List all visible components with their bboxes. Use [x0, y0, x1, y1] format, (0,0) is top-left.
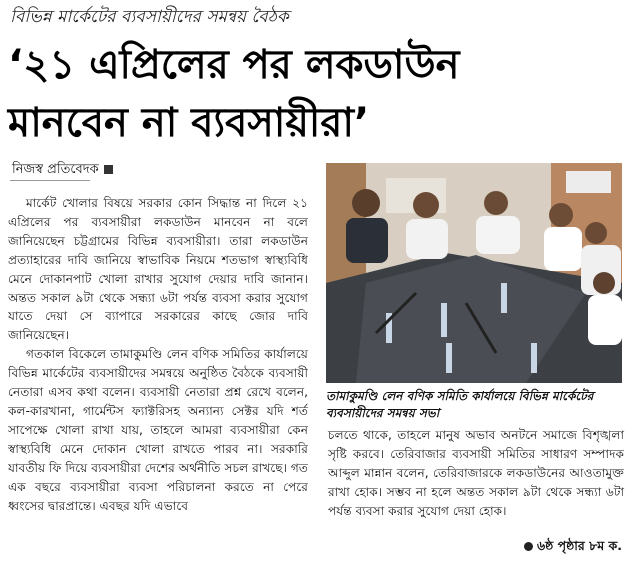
- kicker: বিভিন্ন মার্কেটের ব্যবসায়ীদের সমন্বয় বৈঠক: [10, 7, 289, 27]
- headline-line-1: ‘২১ এপ্রিলের পর লকডাউন: [8, 42, 460, 88]
- body-column-left: [8, 194, 308, 570]
- meeting-photo: [326, 163, 622, 383]
- byline-text: নিজস্ব প্রতিবেদক: [12, 162, 99, 177]
- bullet-icon: [524, 542, 533, 551]
- body-column-right: [328, 426, 624, 521]
- continuation-text: ৬ষ্ঠ পৃষ্ঠার ৮ম ক.: [536, 538, 622, 553]
- continuation-note: [524, 538, 622, 558]
- meeting-photo-illustration: [326, 163, 622, 383]
- body-paragraph-1: মার্কেট খোলার বিষয়ে সরকার কোন সিদ্ধান্ত না দিলে ২১ এপ্রিলের পর ব্যবসায়ীরা লকডাউন মানবেন না বলে জানিয়েছেন চট্টগ্রামের বিভিন্ন ব্যবসায়ীরা। তারা লকডাউন প্রত্যাহারের দাবি জানিয়ে স্বাভাবিক নিয়মে শতভাগ স্বাস্থ্যবিধি মেনে দোকানপাট খোলা রাখার সুযোগ দেয়ার দাবি জানান। অন্তত সকাল ৯টা থেকে সন্ধ্যা ৬টা পর্যন্ত ব্যবসা করার সুযোগ যাতে দেয়া সে ব্যাপারে সরকারের কাছে জোর দাবি জানিয়েছেন।: [8, 196, 308, 343]
- body-paragraph-2: গতকাল বিকেলে তামাকুমণ্ডি লেন বণিক সমিতির কার্যালয়ে বিভিন্ন মার্কেটের ব্যবসায়ীদের সমন্বয়ে অনুষ্ঠিত বৈঠকে ব্যবসায়ী নেতারা এসব কথা বলেন। ব্যবসায়ী নেতারা প্রশ্ন রেখে বলেন, কল-কারখানা, গার্মেন্টস ফ্যাক্টরিসহ অন্যান্য সেক্টর যদি শর্ত সাপেক্ষে খোলা রাখা যায়, তাহলে আমরা ব্যবসায়ীরা কেন স্বাস্থ্যবিধি মেনে দোকান খোলা রাখতে পারব না। সরকারি যাবতীয় ফি দিয়ে ব্যবসায়ীরা দেশের অর্থনীতি সচল রাখছে। গত এক বছরে ব্যবসায়ীরা ব্যবসা পরিচালনা করতে না পেরে ধ্বংসের দ্বারপ্রান্তে। এবছর যদি এভাবে: [8, 347, 308, 513]
- byline-square-icon: [104, 165, 113, 174]
- headline-line-2: মানবেন না ব্যবসায়ীরা’: [8, 100, 370, 146]
- photo-caption: তামাকুমণ্ডি লেন বণিক সমিতি কার্যালয়ে বিভিন্ন মার্কেটের ব্যবসায়ীদের সমন্বয় সভা: [326, 389, 594, 420]
- right-paragraph-1: চলতে থাকে, তাহলে মানুষ অভাব অনটনে সমাজে বিশৃঙ্খলা সৃষ্টি করবে। তেরিবাজার ব্যবসায়ী সমিতির সাধারণ সম্পাদক আব্দুল মান্নান বলেন, তেরিবাজারকে লকডাউনের আওতামুক্ত রাখা হোক। সম্ভব না হলে অন্তত সকাল ৯টা থেকে সন্ধ্যা ৬টা পর্যন্ত ব্যবসা করার সুযোগ দেয়া হোক।: [328, 428, 624, 518]
- byline: [12, 160, 113, 181]
- byline-rule: [10, 180, 90, 181]
- headline: [8, 36, 628, 152]
